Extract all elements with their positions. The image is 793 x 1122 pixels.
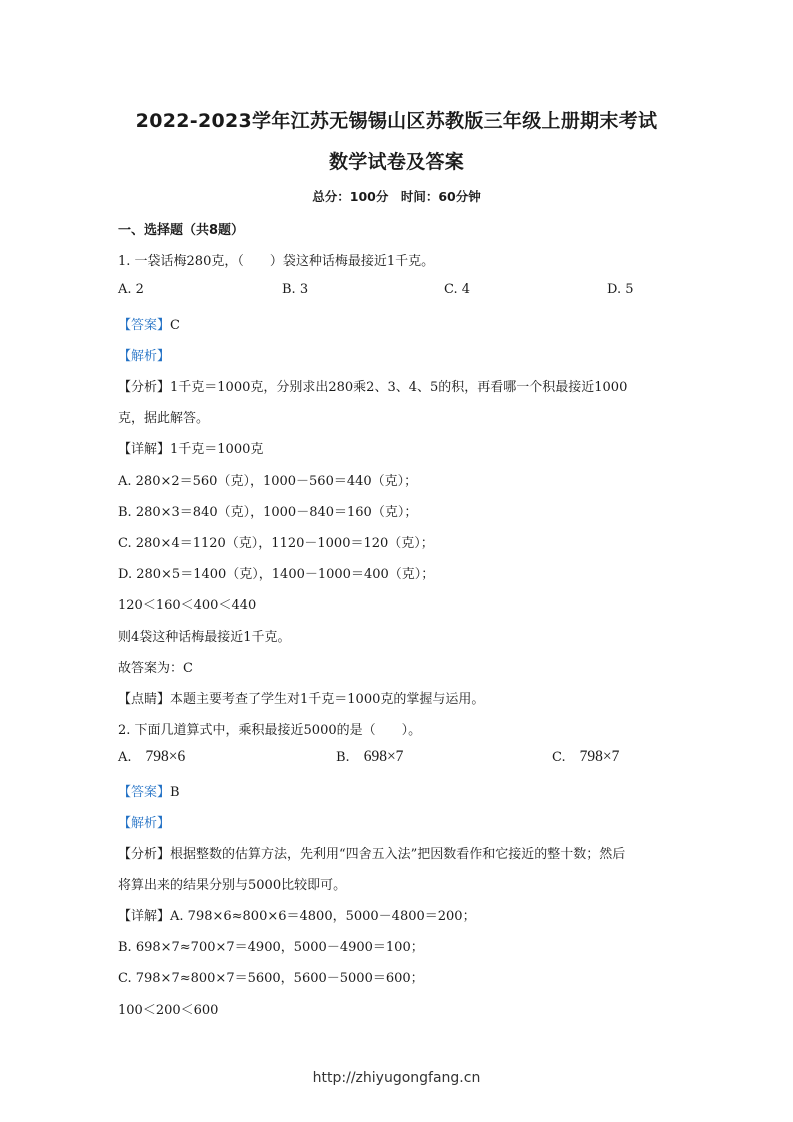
document-title-line1: 2022-2023学年江苏无锡锡山区苏教版三年级上册期末考试 bbox=[135, 110, 658, 132]
fenxi-text: 根据整数的估算方法，先利用“四舍五入法”把因数看作和它接近的整十数；然后 bbox=[170, 847, 626, 862]
q1-option-c: C. 4 bbox=[444, 282, 471, 297]
q2-analysis-tag: 【解析】 bbox=[118, 816, 171, 831]
section-heading: 一、选择题（共8题） bbox=[118, 223, 245, 238]
fenxi-tag: 【分析】 bbox=[118, 847, 171, 862]
option-expression: 798×6 bbox=[145, 748, 186, 765]
q2-xiangjie bbox=[118, 905, 476, 924]
option-expression: 798×7 bbox=[579, 748, 620, 765]
q2-step: 100＜200＜600 bbox=[118, 1003, 219, 1018]
option-letter: C. bbox=[552, 750, 566, 765]
q2-step: C. 798×7≈800×7＝5600，5600－5000＝600； bbox=[118, 971, 424, 986]
option-letter: B. bbox=[336, 750, 350, 765]
answer-tag: 【答案】 bbox=[118, 785, 171, 800]
q2-option-a bbox=[118, 748, 185, 766]
q2-option-c bbox=[552, 748, 619, 766]
fenxi-tag: 【分析】 bbox=[118, 380, 171, 395]
q1-step: D. 280×5＝1400（克），1400－1000＝400（克）； bbox=[118, 567, 435, 582]
q1-option-d: D. 5 bbox=[607, 282, 634, 297]
fenxi-text: 1千克＝1000克，分别求出280乘2、3、4、5的积，再看哪一个积最接近1000 bbox=[170, 380, 628, 395]
xiangjie-text: A. 798×6≈800×6＝4800，5000－4800＝200； bbox=[170, 909, 476, 924]
option-expression: 698×7 bbox=[363, 748, 404, 765]
dianjing-text: 本题主要考查了学生对1千克＝1000克的掌握与运用。 bbox=[170, 692, 485, 707]
xiangjie-text: 1千克＝1000克 bbox=[170, 442, 264, 457]
question-2-stem: 2. 下面几道算式中，乘积最接近5000的是（ ）。 bbox=[118, 723, 422, 738]
q1-option-b: B. 3 bbox=[282, 282, 309, 297]
q1-step: 120＜160＜400＜440 bbox=[118, 598, 257, 613]
q1-step: A. 280×2＝560（克），1000－560＝440（克）； bbox=[118, 474, 418, 489]
xiangjie-tag: 【详解】 bbox=[118, 909, 171, 924]
q1-step: C. 280×4＝1120（克），1120－1000＝120（克）； bbox=[118, 536, 434, 551]
q1-step: B. 280×3＝840（克），1000－840＝160（克）； bbox=[118, 505, 418, 520]
answer-tag: 【答案】 bbox=[118, 318, 171, 333]
q2-option-b bbox=[336, 748, 403, 766]
q2-step: B. 698×7≈700×7＝4900，5000－4900＝100； bbox=[118, 940, 424, 955]
q2-fenxi-cont: 将算出来的结果分别与5000比较即可。 bbox=[118, 878, 347, 893]
dianjing-tag: 【点睛】 bbox=[118, 692, 171, 707]
question-1-stem: 1. 一袋话梅280克，（ ）袋这种话梅最接近1千克。 bbox=[118, 254, 435, 269]
option-letter: A. bbox=[118, 750, 132, 765]
q1-xiangjie bbox=[118, 438, 263, 457]
q1-step: 则4袋这种话梅最接近1千克。 bbox=[118, 630, 291, 645]
q1-fenxi bbox=[118, 376, 627, 395]
footer-url[interactable]: http://zhiyugongfang.cn bbox=[312, 1070, 481, 1086]
q1-dianjing bbox=[118, 688, 484, 707]
exam-info: 总分：100分 时间：60分钟 bbox=[312, 189, 481, 204]
xiangjie-tag: 【详解】 bbox=[118, 442, 171, 457]
q2-fenxi bbox=[118, 843, 625, 862]
q1-answer bbox=[118, 314, 180, 333]
q2-answer bbox=[118, 781, 180, 800]
answer-value: B bbox=[170, 785, 180, 800]
q1-analysis-tag: 【解析】 bbox=[118, 349, 171, 364]
document-title-line2: 数学试卷及答案 bbox=[328, 151, 465, 173]
q1-fenxi-cont: 克，据此解答。 bbox=[118, 411, 210, 426]
answer-value: C bbox=[170, 318, 180, 333]
q1-step: 故答案为：C bbox=[118, 661, 193, 676]
q1-option-a: A. 2 bbox=[118, 282, 144, 297]
